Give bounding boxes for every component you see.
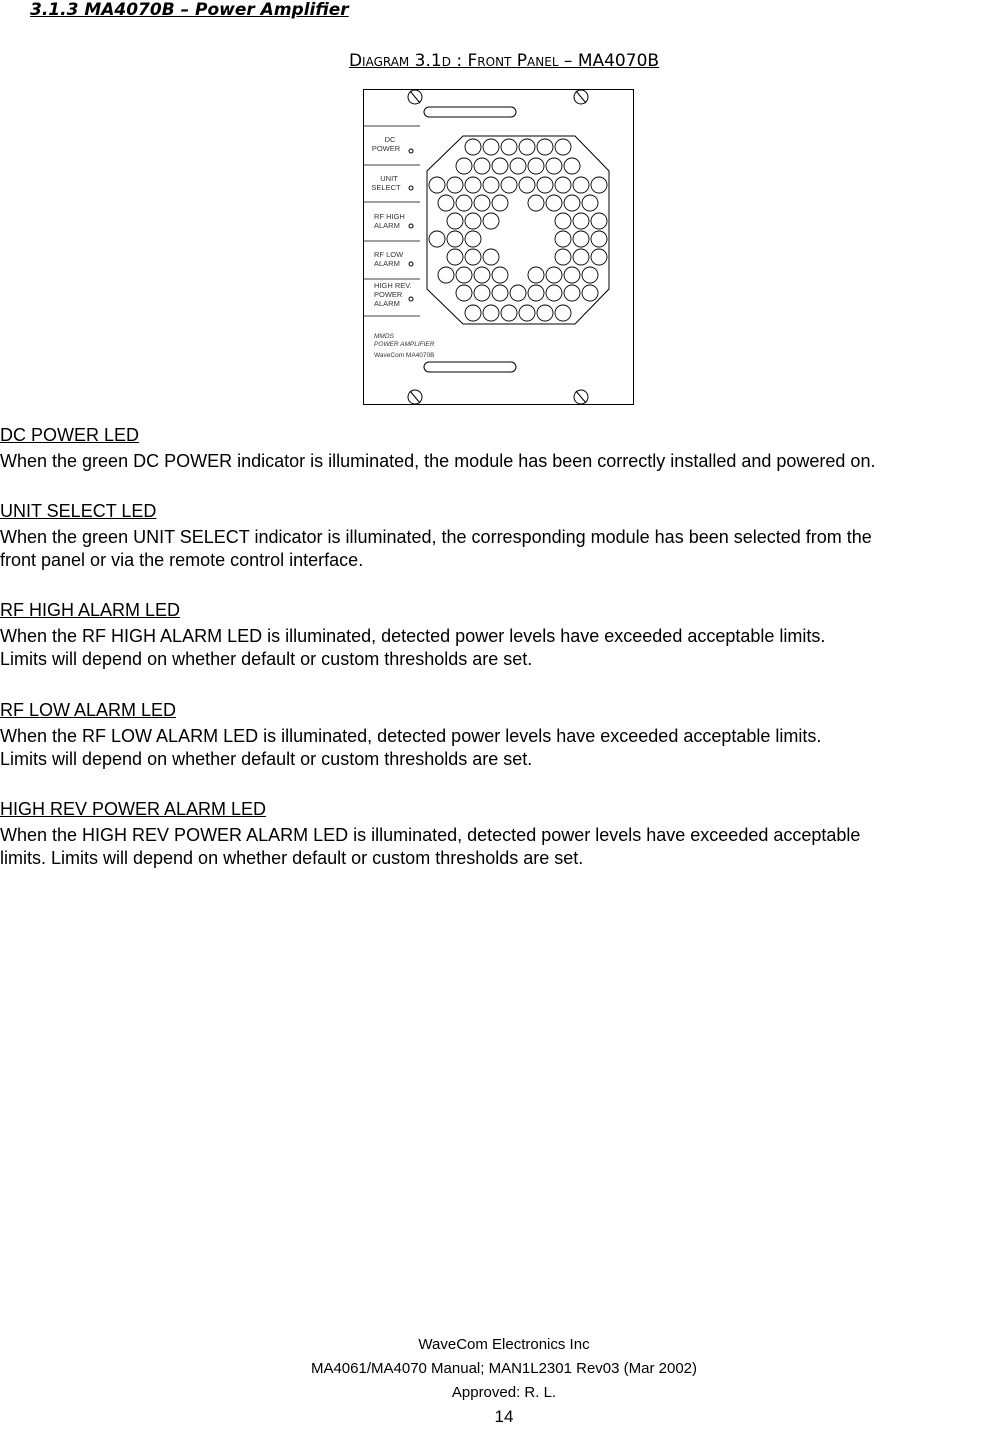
vent-hole-icon — [465, 139, 481, 155]
led-unit-select-icon — [409, 186, 413, 190]
indicator-dc-line1: DC — [384, 135, 396, 144]
vent-hole-icon — [465, 305, 481, 321]
section-unit-select — [0, 500, 1008, 572]
screw-top-left-icon — [408, 90, 422, 104]
section-rf-low — [0, 699, 1008, 771]
screw-top-right-icon — [574, 90, 588, 104]
vent-hole-icon — [501, 139, 517, 155]
panel-label-mmds: MMDS — [374, 333, 394, 340]
footer-manual: MA4061/MA4070 Manual; MAN1L2301 Rev03 (Mar 2002) — [310, 1360, 698, 1377]
text-high-rev-power-line1: When the HIGH REV POWER ALARM LED is illuminated, detected power levels have exceeded acceptable — [0, 825, 861, 845]
vent-hole-icon — [573, 213, 589, 229]
vent-hole-icon — [492, 267, 508, 283]
vent-hole-icon — [492, 195, 508, 211]
led-rf-high-icon — [409, 224, 413, 228]
vent-hole-icon — [573, 231, 589, 247]
screw-bottom-right-icon — [574, 390, 588, 404]
vent-hole-icon — [528, 195, 544, 211]
vent-hole-icon — [582, 285, 598, 301]
front-panel-diagram — [363, 89, 634, 405]
indicator-unit-line2: SELECT — [371, 183, 401, 192]
indicator-rflow-line1: RF LOW — [374, 250, 404, 259]
vent-hole-icon — [429, 231, 445, 247]
vent-hole-icon — [537, 177, 553, 193]
vent-hole-icon — [447, 177, 463, 193]
vent-hole-icon — [564, 285, 580, 301]
vent-hole-icon — [483, 213, 499, 229]
vent-hole-icon — [591, 231, 607, 247]
vent-hole-icon — [591, 213, 607, 229]
vent-hole-icon — [564, 195, 580, 211]
vent-hole-icon — [474, 195, 490, 211]
vent-hole-icon — [591, 249, 607, 265]
footer-approved: Approved: R. L. — [451, 1384, 557, 1401]
vent-hole-icon — [555, 139, 571, 155]
vent-hole-icon — [555, 231, 571, 247]
caption-panel: Panel — [516, 51, 559, 71]
vent-hole-icon — [519, 177, 535, 193]
vent-hole-icon — [591, 177, 607, 193]
vent-hole-icon — [555, 305, 571, 321]
caption-sep: : — [450, 51, 468, 71]
vent-hole-icon — [492, 158, 508, 174]
led-high-rev-power-icon — [409, 297, 413, 301]
vent-hole-icon — [573, 249, 589, 265]
footer-company: WaveCom Electronics Inc — [418, 1336, 590, 1353]
text-unit-select — [0, 526, 1008, 572]
text-unit-select-line1: When the green UNIT SELECT indicator is illuminated, the corresponding module has been selected from the — [0, 527, 872, 547]
screw-bottom-left-icon — [408, 390, 422, 404]
vent-hole-icon — [483, 139, 499, 155]
heading-high-rev-power: HIGH REV POWER ALARM LED — [0, 799, 267, 819]
vent-hole-icon — [528, 285, 544, 301]
vent-hole-icon — [447, 213, 463, 229]
vent-hole-icon — [537, 139, 553, 155]
page-number: 14 — [494, 1407, 514, 1426]
vent-hole-icon — [465, 231, 481, 247]
vent-hole-icon — [429, 177, 445, 193]
vent-hole-icon — [537, 305, 553, 321]
vent-hole-icon — [510, 158, 526, 174]
text-high-rev-power-line2: limits. Limits will depend on whether default or custom thresholds are set. — [0, 848, 584, 868]
vent-hole-icon — [510, 285, 526, 301]
vent-hole-icon — [501, 177, 517, 193]
vent-hole-icon — [564, 267, 580, 283]
vent-hole-icon — [573, 177, 589, 193]
text-high-rev-power — [0, 824, 1008, 870]
vent-hole-icon — [465, 177, 481, 193]
vent-hole-icon — [447, 249, 463, 265]
heading-rf-high: RF HIGH ALARM LED — [0, 600, 181, 620]
section-high-rev-power — [0, 798, 1008, 870]
vent-hole-icon — [528, 158, 544, 174]
vent-hole-icon — [546, 285, 562, 301]
vent-hole-icon — [456, 158, 472, 174]
vent-hole-icon — [582, 195, 598, 211]
diagram-caption — [0, 51, 1008, 71]
vent-hole-icon — [546, 267, 562, 283]
vent-hole-icon — [456, 267, 472, 283]
vent-hole-icon — [483, 305, 499, 321]
indicator-unit-line1: UNIT — [380, 174, 398, 183]
vent-hole-icon — [474, 285, 490, 301]
vent-hole-icon — [564, 158, 580, 174]
indicator-dc-line2: POWER — [371, 144, 401, 153]
vent-hole-icon — [465, 213, 481, 229]
caption-front: Front — [467, 51, 512, 71]
led-rf-low-icon — [409, 262, 413, 266]
text-rf-low — [0, 725, 1008, 771]
vent-hole-icon — [555, 249, 571, 265]
vent-hole-icon — [474, 267, 490, 283]
indicator-rflow-line2: ALARM — [374, 259, 400, 268]
text-rf-high-line1: When the RF HIGH ALARM LED is illuminated, detected power levels have exceeded acceptable limits. — [0, 626, 826, 646]
vent-hole-icon — [456, 195, 472, 211]
vent-hole-icon — [456, 285, 472, 301]
vent-hole-icon — [465, 249, 481, 265]
text-rf-high — [0, 625, 1008, 671]
heading-rf-low: RF LOW ALARM LED — [0, 700, 177, 720]
text-rf-low-line2: Limits will depend on whether default or custom thresholds are set. — [0, 749, 533, 769]
vent-hole-icon — [492, 285, 508, 301]
panel-label-power-amplifier: POWER AMPLIFIER — [374, 341, 435, 348]
vent-hole-icon — [483, 249, 499, 265]
heading-dc-power: DC POWER LED — [0, 425, 140, 445]
vent-hole-icon — [519, 139, 535, 155]
vent-hole-icon — [447, 231, 463, 247]
indicator-hrp-line3: ALARM — [374, 299, 400, 308]
heading-unit-select: UNIT SELECT LED — [0, 501, 157, 521]
section-title: 3.1.3 MA4070B – Power Amplifier — [30, 0, 349, 20]
vent-hole-icon — [438, 267, 454, 283]
page-footer — [0, 1333, 1008, 1429]
indicator-hrp-line2: POWER — [374, 290, 403, 299]
vent-hole-icon — [582, 267, 598, 283]
indicator-hrp-line1: HIGH REV. — [374, 281, 412, 290]
text-unit-select-line2: front panel or via the remote control interface. — [0, 550, 364, 570]
vent-hole-icon — [438, 195, 454, 211]
vent-hole-icon — [501, 305, 517, 321]
vent-hole-icon — [519, 305, 535, 321]
vent-hole-icon — [555, 213, 571, 229]
vent-hole-icon — [483, 177, 499, 193]
caption-mid: d — [441, 51, 451, 71]
vent-hole-icon — [474, 158, 490, 174]
vent-hole-icon — [528, 267, 544, 283]
panel-label-model: WaveCom MA4070B — [374, 352, 435, 359]
text-dc-power — [0, 450, 1008, 473]
section-rf-high — [0, 599, 1008, 671]
caption-model: – MA4070B — [558, 51, 660, 71]
section-dc-power — [0, 424, 1008, 473]
caption-prefix: Diagram 3.1 — [348, 51, 442, 71]
vent-hole-icon — [546, 195, 562, 211]
indicator-rfhigh-line2: ALARM — [374, 221, 400, 230]
vent-hole-icon — [546, 158, 562, 174]
front-panel-svg — [363, 89, 634, 405]
text-dc-power-line1: When the green DC POWER indicator is illuminated, the module has been correctly installed and powered on. — [0, 451, 876, 471]
text-rf-low-line1: When the RF LOW ALARM LED is illuminated, detected power levels have exceeded acceptable limits. — [0, 726, 822, 746]
led-dc-power-icon — [409, 149, 413, 153]
vent-hole-icon — [555, 177, 571, 193]
indicator-rfhigh-line1: RF HIGH — [374, 212, 405, 221]
text-rf-high-line2: Limits will depend on whether default or custom thresholds are set. — [0, 649, 533, 669]
